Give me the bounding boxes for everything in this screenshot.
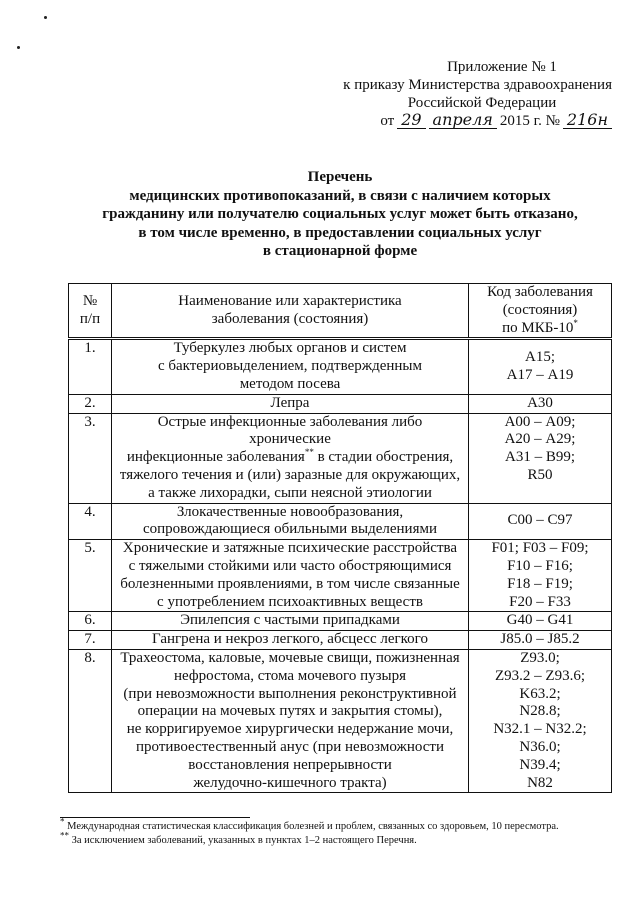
title-line: медицинских противопоказаний, в связи с наличием которых — [129, 187, 551, 204]
footnote-icd: * Международная статистическая классификация болезней и проблем, связанных со здоровьем, 10 пересмотра. — [60, 816, 559, 832]
table-row — [69, 394, 612, 413]
footnote-mark: ** — [304, 447, 314, 458]
handwritten-month: апреля — [429, 112, 497, 129]
row-number: 6. — [69, 612, 112, 631]
header-icd-code: Код заболевания (состояния) по МКБ-10* — [469, 284, 612, 339]
appendix-number: Приложение № 1 — [447, 59, 557, 75]
row-number: 7. — [69, 631, 112, 650]
row-disease: Туберкулез любых органов и систем с бактериовыделением, подтвержденным методом посева — [112, 339, 469, 394]
header-disease-name: Наименование или характеристика заболевания (состояния) — [112, 284, 469, 339]
table-header-row — [69, 284, 612, 339]
table-row — [69, 631, 612, 650]
title-line: в стационарной форме — [262, 243, 418, 259]
row-number: 3. — [69, 413, 112, 503]
scan-speck — [17, 46, 20, 49]
table-row — [69, 339, 612, 394]
row-disease: Трахеостома, каловые, мочевые свищи, пожизненная нефростома, стома мочевого пузыря (при невозможности выполнения реконструктивной операции на мочевых путях и закрытия стомы), не корригируемое хирургически недержание мочи, противоестественный анус (при невозможности восстановления непрерывности желудочно-кишечного тракта) — [112, 649, 469, 792]
row-number: 1. — [69, 339, 112, 394]
title-line: гражданину или получателю социальных услуг может быть отказано, — [102, 206, 578, 222]
row-codes: J85.0 – J85.2 — [469, 631, 612, 650]
footnote-exclusion: ** За исключением заболеваний, указанных в пунктах 1–2 настоящего Перечня. — [60, 830, 417, 846]
row-codes: С00 – С97 — [469, 503, 612, 540]
row-codes: G40 – G41 — [469, 612, 612, 631]
table-row — [69, 413, 612, 503]
row-codes: А30 — [469, 394, 612, 413]
row-codes: А00 – А09; А20 – А29; А31 – В99; R50 — [469, 413, 612, 503]
row-disease: Гангрена и некроз легкого, абсцесс легкого — [112, 631, 469, 650]
footnote-divider — [60, 817, 250, 818]
row-disease: Хронические и затяжные психические расстройства с тяжелыми стойкими или часто обостряющимися болезненными проявлениями, в том числе связанные с употреблением психоактивных веществ — [112, 540, 469, 612]
row-codes: Z93.0; Z93.2 – Z93.6; K63.2; N28.8; N32.1 – N32.2; N36.0; N39.4; N82 — [469, 649, 612, 792]
row-codes: F01; F03 – F09; F10 – F16; F18 – F19; F20 – F33 — [469, 540, 612, 612]
document-title — [60, 168, 620, 261]
table-row — [69, 540, 612, 612]
row-number: 2. — [69, 394, 112, 413]
row-number: 5. — [69, 540, 112, 612]
row-codes: А15; А17 – А19 — [469, 339, 612, 394]
header-number: № п/п — [69, 284, 112, 339]
row-disease: Острые инфекционные заболевания либо хронические инфекционные заболевания** в стадии обострения, тяжелого течения и (или) заразные для окружающих, а также лихорадки, сыпи неясной этиологии — [112, 413, 469, 503]
scan-speck — [44, 16, 47, 19]
ministry-country: Российской Федерации — [407, 95, 557, 111]
table-row — [69, 503, 612, 540]
date-prefix: от — [380, 113, 395, 129]
footnotes — [60, 816, 630, 848]
row-number: 4. — [69, 503, 112, 540]
title-line: в том числе временно, в предоставлении социальных услуг — [138, 224, 542, 241]
row-disease: Лепра — [112, 394, 469, 413]
table-row — [69, 612, 612, 631]
row-disease: Злокачественные новообразования, сопровождающиеся обильными выделениями — [112, 503, 469, 540]
row-disease: Эпилепсия с частыми припадками — [112, 612, 469, 631]
contraindications-table — [68, 283, 612, 793]
table-row — [69, 649, 612, 792]
title-line: Перечень — [307, 169, 373, 185]
order-date-line — [312, 112, 612, 130]
order-reference: к приказу Министерства здравоохранения — [343, 77, 612, 93]
date-year: 2015 г. № — [499, 113, 560, 129]
row-number: 8. — [69, 649, 112, 792]
handwritten-day: 29 — [397, 112, 425, 129]
footnote-mark: * — [573, 317, 578, 328]
appendix-header — [312, 58, 612, 130]
handwritten-order-number: 216н — [563, 112, 612, 129]
